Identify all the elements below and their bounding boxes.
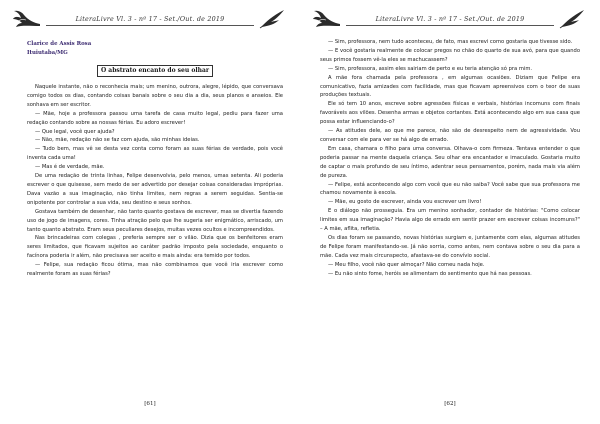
paragraph: — Felipe, sua redação ficou ótima, mas não combinamos que você iria escrever como realmente foram as suas férias? <box>27 262 283 278</box>
winged-logo-icon <box>12 8 42 30</box>
page-header <box>12 8 288 30</box>
left-page-body <box>27 40 283 279</box>
paragraph: — Tudo bem, mas vê se desta vez conta como foram as suas férias de verdade, pois você inventa cada uma! <box>27 146 283 162</box>
feather-quill-icon <box>258 8 288 30</box>
paragraph: — Eu não sinto fome, heróis se alimentam do sentimento que há nas pessoas. <box>328 270 532 277</box>
paragraph: — E você gostaria realmente de colocar pregos no chão do quarto de sua avó, para que quando seus primos fossem vê-la eles se machucassem? <box>320 47 580 63</box>
paragraph: — Que legal, você quer ajuda? <box>35 128 115 135</box>
paragraph: Em casa, chamara o filho para uma conversa. Olhava-o com firmeza. Tentava entender o que poderia passar na mente daquela criança. Seu olhar era encantador e imaculado. Gostaria muito de captar o mais profundo de seu íntimo, adentrar seus pensamentos, porém, nada mais via além de pureza. <box>320 145 580 179</box>
author-name: Clarice de Assis Rosa <box>27 41 92 47</box>
paragraph: — Sim, professora, nem tudo aconteceu, de fato, mas escrevi como gostaria que tivesse sido. <box>328 39 573 45</box>
paragraph: — Mas é de verdade, mãe. <box>35 164 105 171</box>
page-number: [61] <box>144 401 156 407</box>
paragraph: — Não, mãe, redação não se faz com ajuda, são minhas ideias. <box>35 137 200 144</box>
paragraph: — Mãe, eu gosto de escrever, ainda vou escrever um livro! <box>328 199 482 206</box>
page-header <box>312 8 588 30</box>
paragraph: — Felipe, está acontecendo algo com você que eu não saiba? Você sabe que sua professora me chamou novamente à escola. <box>320 181 580 197</box>
paragraph: E o diálogo não prosseguia. Era um menino sonhador, contador de histórias: "Como colocar limites em sua imaginação? Havia algo de errado em sentir prazer em escrever coisas incomuns?" – A mãe, aflita, refletia. <box>320 208 580 233</box>
right-page-body <box>320 38 580 278</box>
feather-quill-icon <box>558 8 588 30</box>
story-title-text: O abstrato encanto do seu olhar <box>97 65 213 77</box>
story-title <box>27 65 283 77</box>
paragraph: — Sim, professora, assim eles sairiam de perto e eu teria atenção só pra mim. <box>328 65 533 72</box>
winged-logo-icon <box>312 8 342 30</box>
paragraph: — Mãe, hoje a professora passou uma tarefa de casa muito legal, pediu para fazer uma redação contando sobre as nossas férias. Eu adoro escrever! <box>27 110 283 126</box>
paragraph: De uma redação de trinta linhas, Felipe desenvolvia, pelo menos, umas setenta. Ali poderia escrever o que quisesse, sem medo de ser advertido por desejar coisas consideradas impróprias. Dava vazão a sua imaginação, não tinha limites, nem regras a serem seguidas. Sentia-se onipotente por controlar a sua vida, seu destino e seus sonhos. <box>27 173 283 206</box>
header-title: LiteraLivre Vl. 3 - nº 17 - Set./Out. de 2019 <box>375 15 525 23</box>
paragraph: Ele só tem 10 anos, escreve sobre agressões físicas e verbais, histórias incomuns com finais favoráveis aos vilões. Desenha armas e objetos cortantes. Está acontecendo algo em sua casa que possa estar influenciando-o? <box>320 101 580 126</box>
paragraph: Nas brincadeiras com colegas , preferia sempre ser o vilão. Dizia que os benfeitores eram seres limitados, que ficavam sujeitos ao caráter padrão imposto pela sociedade, enquanto o facínora poderia ir além, não precisava ser aceito e mais ainda: era temido por todos. <box>27 235 283 260</box>
header-rule <box>346 25 554 26</box>
paragraph: A mãe fora chamada pela professora , em algumas ocasiões. Diziam que Felipe era comunicativo, fazia amizades com facilidade, mas que ficavam apreensivos com o teor de suas produções textuais. <box>320 74 580 99</box>
paragraph: Os dias foram se passando, novas histórias surgiam e, juntamente com elas, algumas atitudes de Felipe foram manifestando-se. Já não sorria, como antes, nem contava sobre o seu dia para a mãe. Cada vez mais circunspecto, afastava-se do convívio social. <box>320 234 580 259</box>
paragraph: — Meu filho, você não quer almoçar? Não comeu nada hoje. <box>328 261 485 268</box>
page-number: [62] <box>444 401 456 407</box>
right-page <box>300 0 600 424</box>
paragraph: Naquele instante, não o reconhecia mais; um menino, outrora, alegre, lépido, que conversava comigo todos os dias, contando coisas banais sobre o seu dia a dia, seus planos e anseios. Ele sonhava em ser escritor. <box>27 84 283 108</box>
header-title: LiteraLivre Vl. 3 - nº 17 - Set./Out. de 2019 <box>75 15 225 23</box>
author-place: Ituiutaba/MG <box>27 50 68 56</box>
paragraph: Gostava também de desenhar, não tanto quanto gostava de escrever, mas se divertia fazendo uso de jogo de imagens, cores. Tinha atração pelo que lhe sugeria ser enigmático, arriscado, um tanto quanto abstrato. Eram seus peculiares desejos, muitas vezes ocultos e incompreendidos. <box>27 208 283 233</box>
header-rule <box>46 25 254 26</box>
paragraph: — As atitudes dele, ao que me parece, não são de desrespeito nem de agressividade. Vou conversar com ele para ver se há algo de errado. <box>320 128 580 143</box>
